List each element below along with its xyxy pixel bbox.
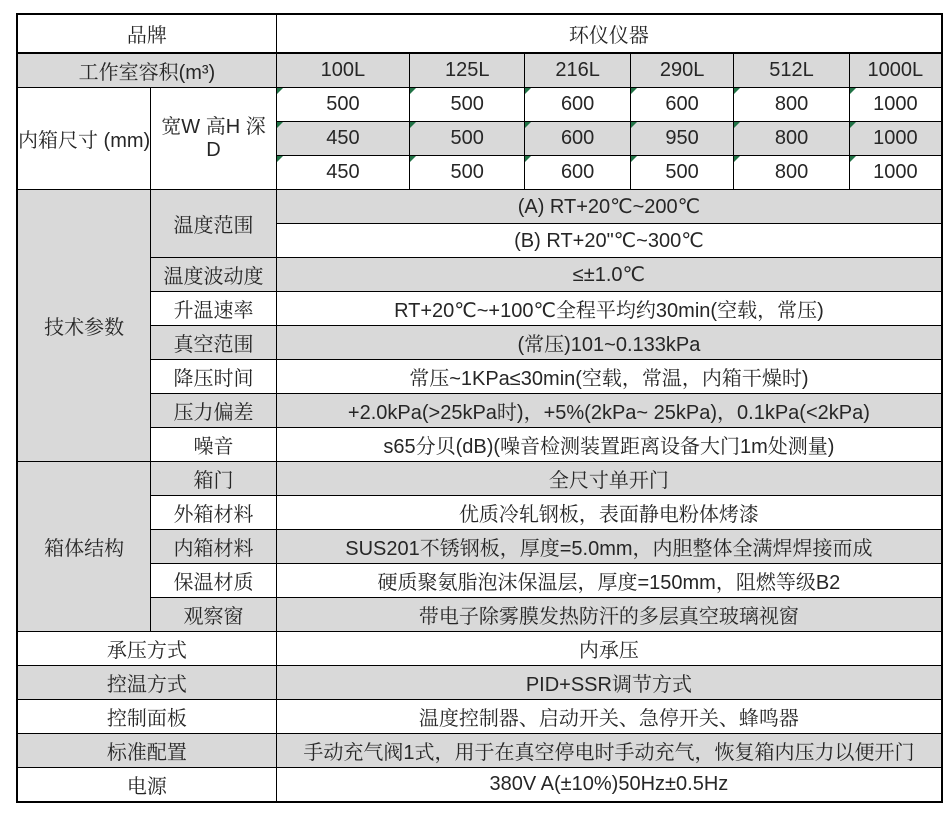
param-value-cell: (常压)101~0.133kPa — [276, 326, 942, 360]
param-label-cell: 控温方式 — [17, 666, 276, 700]
param-label-cell: 升温速率 — [151, 292, 277, 326]
bottom-row — [17, 666, 942, 700]
error-indicator-icon — [525, 122, 531, 128]
inner-size-label: 内箱尺寸 (mm) — [17, 88, 151, 190]
param-row — [17, 258, 942, 292]
param-value-cell: RT+20℃~+100℃全程平均约30min(空载，常压) — [276, 292, 942, 326]
dimension-cell — [849, 88, 942, 122]
dimension-cell — [849, 156, 942, 190]
inner-size-sublabel — [151, 88, 277, 190]
dimension-value: 600 — [560, 127, 595, 149]
dimension-value: 600 — [560, 161, 595, 183]
param-row — [17, 360, 942, 394]
dimension-cell — [630, 156, 733, 190]
tech-section-label: 技术参数 — [17, 190, 151, 462]
error-indicator-icon — [410, 156, 416, 162]
error-indicator-icon — [277, 88, 283, 94]
error-indicator-icon — [734, 156, 740, 162]
dimension-cell — [525, 88, 630, 122]
dimension-cell — [849, 122, 942, 156]
structure-row — [17, 564, 942, 598]
param-row — [17, 292, 942, 326]
dimension-cell — [276, 122, 409, 156]
error-indicator-icon — [631, 122, 637, 128]
dimension-cell — [630, 88, 733, 122]
error-indicator-icon — [525, 156, 531, 162]
structure-row — [17, 598, 942, 632]
param-label-cell: 外箱材料 — [151, 496, 277, 530]
bottom-row — [17, 632, 942, 666]
volume-value-cell: 100L — [276, 53, 409, 88]
dimension-value: 450 — [326, 127, 360, 149]
dimension-cell — [630, 122, 733, 156]
dimension-value: 1000 — [873, 127, 918, 149]
param-value-cell: 硬质聚氨脂泡沫保温层，厚度=150mm，阻燃等级B2 — [276, 564, 942, 598]
temp-range-row-a — [17, 190, 942, 224]
volume-value-cell: 290L — [630, 53, 733, 88]
dimension-value: 600 — [560, 93, 595, 115]
brand-row — [17, 14, 942, 53]
inner-size-row-w — [17, 88, 942, 122]
error-indicator-icon — [410, 88, 416, 94]
error-indicator-icon — [277, 156, 283, 162]
structure-row — [17, 530, 942, 564]
inner-size-sublabel-line2: D — [206, 138, 221, 161]
param-value-cell: 全尺寸单开门 — [276, 462, 942, 496]
dimension-value: 500 — [326, 93, 360, 115]
dimension-cell — [410, 122, 525, 156]
param-label-cell: 真空范围 — [151, 326, 277, 360]
param-value-cell: s65分贝(dB)(噪音检测装置距离设备大门1m处测量) — [276, 428, 942, 462]
dimension-cell — [410, 156, 525, 190]
dimension-value: 800 — [774, 127, 809, 149]
param-value-cell: PID+SSR调节方式 — [276, 666, 942, 700]
volume-row — [17, 53, 942, 88]
bottom-row — [17, 768, 942, 803]
param-label-cell: 箱门 — [151, 462, 277, 496]
dimension-value: 500 — [450, 93, 484, 115]
volume-value-cell: 512L — [734, 53, 849, 88]
dimension-value: 500 — [450, 161, 484, 183]
error-indicator-icon — [631, 88, 637, 94]
error-indicator-icon — [734, 122, 740, 128]
dimension-cell — [734, 88, 849, 122]
dimension-cell — [734, 122, 849, 156]
param-label-cell: 温度范围 — [151, 190, 277, 258]
dimension-value: 500 — [450, 127, 484, 149]
dimension-cell — [276, 156, 409, 190]
param-row — [17, 394, 942, 428]
error-indicator-icon — [631, 156, 637, 162]
dimension-value: 500 — [665, 161, 699, 183]
structure-row — [17, 496, 942, 530]
param-row — [17, 326, 942, 360]
volume-value-cell: 1000L — [849, 53, 942, 88]
volume-value-cell: 125L — [410, 53, 525, 88]
dimension-value: 1000 — [873, 93, 918, 115]
inner-size-sublabel-line1: 宽W 高H 深 — [161, 115, 266, 138]
dimension-cell — [410, 88, 525, 122]
param-label-cell: 降压时间 — [151, 360, 277, 394]
dimension-cell — [525, 122, 630, 156]
bottom-row — [17, 700, 942, 734]
dimension-value: 800 — [774, 161, 809, 183]
param-label-cell: 内箱材料 — [151, 530, 277, 564]
param-value-cell: ≤±1.0℃ — [276, 258, 942, 292]
structure-row — [17, 462, 942, 496]
error-indicator-icon — [850, 122, 856, 128]
param-value-cell: 优质冷轧钢板，表面静电粉体烤漆 — [276, 496, 942, 530]
param-label-cell: 电源 — [17, 768, 276, 803]
bottom-row — [17, 734, 942, 768]
param-label-cell: 承压方式 — [17, 632, 276, 666]
param-label-cell: 观察窗 — [151, 598, 277, 632]
error-indicator-icon — [850, 156, 856, 162]
brand-label: 品牌 — [17, 14, 276, 53]
param-value-cell: 常压~1KPa≤30min(空载，常温，内箱干燥时) — [276, 360, 942, 394]
param-value-cell: 380V A(±10%)50Hz±0.5Hz — [276, 768, 942, 803]
error-indicator-icon — [410, 122, 416, 128]
dimension-cell — [525, 156, 630, 190]
param-value-cell: (B) RT+20"℃~300℃ — [276, 224, 942, 258]
brand-value: 环仪仪器 — [276, 14, 942, 53]
error-indicator-icon — [277, 122, 283, 128]
error-indicator-icon — [734, 88, 740, 94]
param-label-cell: 压力偏差 — [151, 394, 277, 428]
dimension-value: 800 — [774, 93, 809, 115]
param-value-cell: +2.0kPa(>25kPa时)，+5%(2kPa~ 25kPa)，0.1kPa(<2kPa) — [276, 394, 942, 428]
dimension-cell — [734, 156, 849, 190]
structure-section-label: 箱体结构 — [17, 462, 151, 632]
volume-value-cell: 216L — [525, 53, 630, 88]
param-value-cell: 温度控制器、启动开关、急停开关、蜂鸣器 — [276, 700, 942, 734]
dimension-value: 1000 — [873, 161, 918, 183]
volume-label: 工作室容积(m³) — [17, 53, 276, 88]
dimension-value: 450 — [326, 161, 360, 183]
param-row — [17, 428, 942, 462]
param-label-cell: 保温材质 — [151, 564, 277, 598]
product-spec-table — [16, 13, 943, 803]
param-label-cell: 温度波动度 — [151, 258, 277, 292]
param-value-cell: 手动充气阀1式，用于在真空停电时手动充气，恢复箱内压力以便开门 — [276, 734, 942, 768]
dimension-value: 950 — [665, 127, 699, 149]
param-value-cell: SUS201不锈钢板，厚度=5.0mm，内胆整体全满焊焊接而成 — [276, 530, 942, 564]
dimension-value: 600 — [665, 93, 699, 115]
param-value-cell: 内承压 — [276, 632, 942, 666]
param-value-cell: (A) RT+20℃~200℃ — [276, 190, 942, 224]
param-label-cell: 控制面板 — [17, 700, 276, 734]
dimension-cell — [276, 88, 409, 122]
param-label-cell: 标准配置 — [17, 734, 276, 768]
param-label-cell: 噪音 — [151, 428, 277, 462]
param-value-cell: 带电子除雾膜发热防汗的多层真空玻璃视窗 — [276, 598, 942, 632]
error-indicator-icon — [525, 88, 531, 94]
error-indicator-icon — [850, 88, 856, 94]
